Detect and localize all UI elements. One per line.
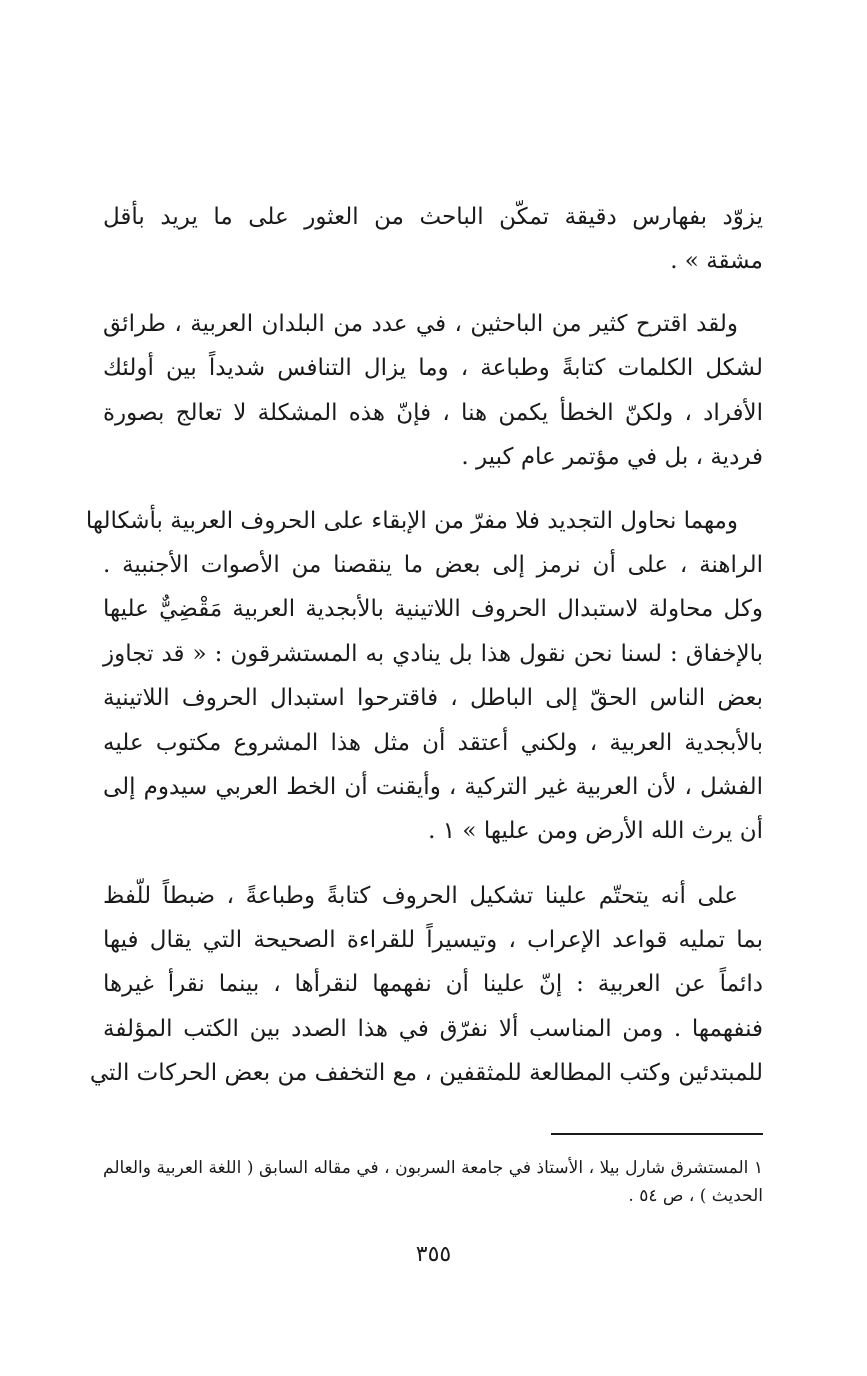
body-text-line: فردية ، بل في مؤتمر عام كبير . [461,444,763,470]
footnote-separator [551,1133,763,1135]
footnote-line: الحديث ) ، ص ٥٤ . [628,1186,763,1206]
body-text-line: للمبتدئين وكتب المطالعة للمثقفين ، مع التخفف من بعض الحركات التي [89,1060,763,1086]
body-text-line: يزوّد بفهارس دقيقة تمكّن الباحث من العثور على ما يريد بأقل [103,204,763,230]
body-text-line: بعض الناس الحقّ إلى الباطل ، فاقترحوا استبدال الحروف اللاتينية [103,685,763,711]
body-text-line: بالإخفاق : لسنا نحن نقول هذا بل ينادي به المستشرقون : « قد تجاوز [103,641,763,667]
body-text-line: ولقد اقترح كثير من الباحثين ، في عدد من البلدان العربية ، طرائق [103,311,738,337]
page-number: ٣٥٥ [415,1242,452,1267]
body-text-line: بالأبجدية العربية ، ولكني أعتقد أن مثل هذا المشروع مكتوب عليه [103,730,763,756]
body-text-line: ومهما نحاول التجديد فلا مفرّ من الإبقاء على الحروف العربية بأشكالها [85,508,738,534]
body-text-line: دائماً عن العربية : إنّ علينا أن نفهمها لنقرأها ، بينما نقرأ غيرها [103,971,763,997]
body-text-line: فنفهمها . ومن المناسب ألا نفرّق في هذا الصدد بين الكتب المؤلفة [103,1016,763,1042]
body-text-line: الأفراد ، ولكنّ الخطأ يكمن هنا ، فإنّ هذه المشكلة لا تعالج بصورة [103,400,763,426]
body-text-line: الراهنة ، على أن نرمز إلى بعض ما ينقصنا من الأصوات الأجنبية . [103,552,763,578]
footnote-line: ١ المستشرق شارل بيلا ، الأستاذ في جامعة السربون ، في مقاله السابق ( اللغة العربية والعالم [103,1158,763,1178]
body-text-line: على أنه يتحتّم علينا تشكيل الحروف كتابةً وطباعةً ، ضبطاً للّفظ [103,883,738,909]
body-text-line: بما تمليه قواعد الإعراب ، وتيسيراً للقراءة الصحيحة التي يقال فيها [103,927,763,953]
body-text-line: الفشل ، لأن العربية غير التركية ، وأيقنت أن الخط العربي سيدوم إلى [103,774,763,800]
body-text-line: لشكل الكلمات كتابةً وطباعة ، وما يزال التنافس شديداً بين أولئك [103,355,763,381]
body-text-line: وكل محاولة لاستبدال الحروف اللاتينية بالأبجدية العربية مَقْضِيٌّ عليها [103,596,763,622]
body-text-line: أن يرث الله الأرض ومن عليها » ١ . [428,818,763,844]
body-text-line: مشقة » . [670,248,763,274]
